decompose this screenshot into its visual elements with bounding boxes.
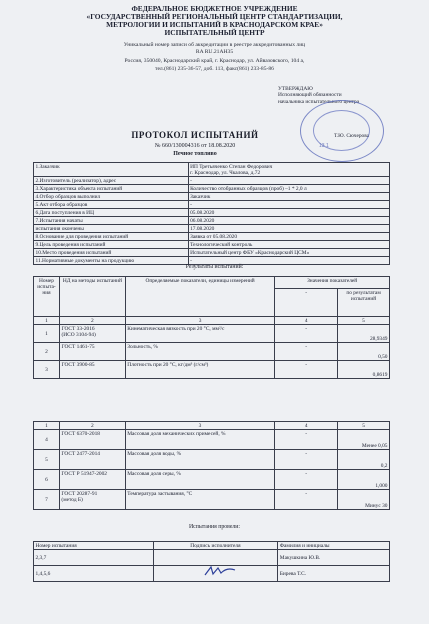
result-norm: - xyxy=(275,450,338,470)
info-row xyxy=(34,217,390,225)
result-value: 0,8619 xyxy=(338,361,390,379)
performers-header-tests: Номер испытания xyxy=(34,542,154,550)
result-value: 0,2 xyxy=(338,450,390,470)
info-value: 05.08.2020 xyxy=(188,209,389,217)
performers-header-name: Фамилия и инициалы xyxy=(278,542,390,550)
info-label: 4.Отбор образцов выполнил xyxy=(34,193,189,201)
result-method: ГОСТ 3900-85 xyxy=(59,361,125,379)
result-parameter: Массовая доля серы, % xyxy=(125,470,275,490)
info-value: Заявка от 05.08.2020 xyxy=(188,233,389,241)
info-label: 6.Дата поступления в ИЦ xyxy=(34,209,189,217)
info-row xyxy=(34,185,390,193)
info-label: 7.Испытания начаты xyxy=(34,217,189,225)
col-index: 2 xyxy=(59,422,125,430)
result-number: 7 xyxy=(34,490,60,510)
col-index: 5 xyxy=(338,317,390,325)
info-value: Испытательный центр ФБУ «Краснодарский ЦСМ» xyxy=(188,249,389,257)
org-phone: тел.(861) 235-36-57, доб. 113, факс(861) 233-85-86 xyxy=(155,66,274,72)
result-norm: - xyxy=(275,430,338,450)
result-row xyxy=(34,343,390,361)
product-name: Печное топливо xyxy=(173,151,217,157)
info-value: Заказчик xyxy=(188,193,389,201)
org-line-4: ИСПЫТАТЕЛЬНЫЙ ЦЕНТР xyxy=(164,28,265,37)
approve-position: Исполняющий обязанности xyxy=(278,92,342,99)
info-row xyxy=(34,193,390,201)
official-stamp xyxy=(300,100,384,162)
result-method: ГОСТ 2477-2014 xyxy=(59,450,125,470)
result-number: 4 xyxy=(34,430,60,450)
performers-header-signature: Подпись исполнителя xyxy=(153,542,278,550)
accreditation-text: Уникальный номер записи об аккредитации в реестре аккредитованных лиц xyxy=(123,42,306,48)
result-parameter: Массовая доля воды, % xyxy=(125,450,275,470)
result-row xyxy=(34,361,390,379)
result-method: ГОСТ Р 51947-2002 xyxy=(59,470,125,490)
info-label: 9.Цель проведения испытаний xyxy=(34,241,189,249)
result-parameter: Кинематическая вязкость при 20 °С, мм²/с xyxy=(125,325,275,343)
info-value: - xyxy=(188,257,389,265)
info-label: 1.Заказчик xyxy=(34,163,189,177)
org-address: Россия, 350040, Краснодарский край, г. Краснодар, ул. Айвазовского, 104 а, xyxy=(124,58,305,64)
info-value: 06.08.2020 xyxy=(188,217,389,225)
col-header-values: Значения показателей xyxy=(275,277,390,289)
info-row xyxy=(34,209,390,217)
result-parameter: Зольность, % xyxy=(125,343,275,361)
info-row xyxy=(34,249,390,257)
info-label: 2.Изготовитель (реализатор), адрес xyxy=(34,177,189,185)
result-number: 1 xyxy=(34,325,60,343)
info-label: 10.Место проведения испытаний xyxy=(34,249,189,257)
result-number: 5 xyxy=(34,450,60,470)
approve-label: УТВЕРЖДАЮ xyxy=(278,86,313,92)
result-number: 2 xyxy=(34,343,60,361)
col-index: 3 xyxy=(125,317,275,325)
info-value: Технологический контроль xyxy=(188,241,389,249)
result-number: 3 xyxy=(34,361,60,379)
col-header-parameter: Определяемые показатели, единицы измерений xyxy=(125,277,275,317)
result-parameter: Температура застывания, °С xyxy=(125,490,275,510)
info-label: 5.Акт отбора образцов xyxy=(34,201,189,209)
info-row xyxy=(34,233,390,241)
info-row xyxy=(34,225,390,233)
info-table xyxy=(33,162,390,265)
performer-name: Макушкина Ю.В. xyxy=(278,550,390,566)
result-number: 6 xyxy=(34,470,60,490)
performer-name: Бирева Т.С. xyxy=(278,566,390,582)
result-method: ГОСТ 1461-75 xyxy=(59,343,125,361)
performer-tests: 1,4,5,6 xyxy=(34,566,154,582)
result-value: 1,000 xyxy=(338,470,390,490)
info-row xyxy=(34,163,390,177)
result-value: Менее 0,05 xyxy=(338,430,390,450)
info-label: 3.Характеристика объекта испытаний xyxy=(34,185,189,193)
result-row xyxy=(34,430,390,450)
result-value: Минус 30 xyxy=(338,490,390,510)
approve-position-2: начальника испытательного центра xyxy=(278,98,360,105)
result-norm: - xyxy=(275,325,338,343)
result-method: ГОСТ 6370-2018 xyxy=(59,430,125,450)
col-index: 1 xyxy=(34,422,60,430)
protocol-number: № 660/130004316 от 18.08.2020 xyxy=(154,143,236,149)
org-line-2: «ГОСУДАРСТВЕННЫЙ РЕГИОНАЛЬНЫЙ ЦЕНТР СТАНДАРТИЗАЦИИ, xyxy=(86,12,343,21)
accreditation-number: RA RU.21AH35 xyxy=(195,49,234,55)
result-norm: - xyxy=(275,470,338,490)
col-header-method: НД на методы испытаний xyxy=(59,277,125,317)
result-parameter: Плотность при 20 °С, кг/дм³ (г/см³) xyxy=(125,361,275,379)
signature-mark xyxy=(203,564,237,578)
result-value: 0,50 xyxy=(338,343,390,361)
result-norm: - xyxy=(275,361,338,379)
info-label: испытания окончены xyxy=(34,225,189,233)
results-table xyxy=(33,276,390,379)
results-table-continued xyxy=(33,421,390,510)
info-value: ИП Третьяченко Степан Федорович г. Краснодар, ул. Чкалова, д.72 xyxy=(188,163,389,177)
result-row xyxy=(34,470,390,490)
result-value: 28,9349 xyxy=(338,325,390,343)
info-row xyxy=(34,177,390,185)
col-index: 3 xyxy=(125,422,275,430)
col-header-number: Номер испыта-ния xyxy=(34,277,60,317)
approve-name: Т.Ю. Сючерова xyxy=(334,133,370,140)
org-line-3: МЕТРОЛОГИИ И ИСПЫТАНИЙ В КРАСНОДАРСКОМ КРАЕ» xyxy=(106,20,323,29)
protocol-title: ПРОТОКОЛ ИСПЫТАНИЙ xyxy=(131,130,259,140)
result-parameter: Массовая доля механических примесей, % xyxy=(125,430,275,450)
col-index: 2 xyxy=(59,317,125,325)
info-row xyxy=(34,241,390,249)
performer-tests: 2,3,7 xyxy=(34,550,154,566)
col-index: 1 xyxy=(34,317,60,325)
result-row xyxy=(34,450,390,470)
result-norm: - xyxy=(275,343,338,361)
info-label: 8.Основание для проведения испытаний xyxy=(34,233,189,241)
result-method: ГОСТ 20287-91 (метод Б) xyxy=(59,490,125,510)
info-label: 11.Нормативные документы на продукцию xyxy=(34,257,189,265)
info-value: - xyxy=(188,177,389,185)
performed-title: Испытания провели: xyxy=(188,524,241,530)
col-index: 4 xyxy=(275,317,338,325)
result-norm: - xyxy=(275,490,338,510)
info-value: - xyxy=(188,201,389,209)
result-method: ГОСТ 33-2016 (ИСО 3104-94) xyxy=(59,325,125,343)
stamp-text: 13 1 xyxy=(319,143,329,149)
org-line-1: ФЕДЕРАЛЬНОЕ БЮДЖЕТНОЕ УЧРЕЖДЕНИЕ xyxy=(131,4,298,13)
col-index: 4 xyxy=(275,422,338,430)
info-row xyxy=(34,201,390,209)
result-row xyxy=(34,325,390,343)
col-header-result: по результатам испытаний xyxy=(338,289,390,317)
info-value: Количество отобранных образцов (проб) –1 * 2,0 л xyxy=(188,185,389,193)
col-header-norm: - xyxy=(275,289,338,317)
col-index: 5 xyxy=(338,422,390,430)
result-row xyxy=(34,490,390,510)
info-value: 17.08.2020 xyxy=(188,225,389,233)
results-title: Результаты испытаний: xyxy=(185,264,244,270)
